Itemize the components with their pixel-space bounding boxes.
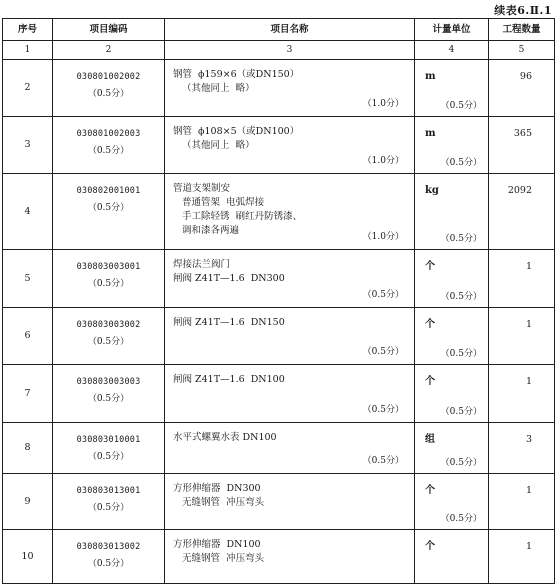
unit-cell: [415, 60, 489, 117]
item-name-line: 方形伸缩器 DN300: [173, 483, 261, 494]
name-score: （0.5分）: [362, 347, 404, 357]
header-index: 序号: [3, 19, 53, 41]
item-name-line: 方形伸缩器 DN100: [173, 539, 261, 550]
item-code: 030803010001: [76, 435, 141, 445]
unit-value: 个: [425, 541, 435, 552]
name-score: （0.5分）: [362, 405, 404, 415]
quantity-value: 365: [489, 117, 555, 174]
unit-value: 个: [425, 376, 435, 387]
table-row: [3, 308, 555, 365]
item-name-line: （其他同上 略）: [173, 140, 255, 151]
code-cell: [53, 423, 165, 474]
row-index: 6: [3, 308, 53, 365]
name-score: （1.0分）: [362, 99, 404, 109]
code-cell: [53, 117, 165, 174]
code-cell: [53, 250, 165, 308]
unit-cell: [415, 250, 489, 308]
item-name-line: 钢管 ϕ159×6（或DN150）: [173, 69, 300, 80]
column-number: 3: [165, 41, 415, 60]
unit-cell: [415, 308, 489, 365]
row-index: 8: [3, 423, 53, 474]
row-index: 7: [3, 365, 53, 423]
item-name-line: （其他同上 略）: [173, 83, 255, 94]
item-name-line: 手工除轻锈 刷红丹防锈漆、: [173, 211, 303, 222]
code-score: （0.5分）: [87, 394, 130, 404]
row-index: 4: [3, 174, 53, 250]
quantity-value: 1: [489, 530, 555, 584]
table-row: [3, 474, 555, 530]
table-row: [3, 365, 555, 423]
column-number: 5: [489, 41, 555, 60]
item-code: 030801002002: [76, 72, 141, 82]
item-code: 030803003002: [76, 320, 141, 330]
table-row: [3, 250, 555, 308]
unit-cell: [415, 117, 489, 174]
name-cell: [165, 308, 415, 365]
header-quantity: 工程数量: [489, 19, 555, 41]
unit-cell: [415, 174, 489, 250]
table-row: [3, 117, 555, 174]
name-cell: [165, 423, 415, 474]
code-score: （0.5分）: [87, 337, 130, 347]
name-cell: [165, 60, 415, 117]
name-score: （1.0分）: [362, 156, 404, 166]
table-row: [3, 423, 555, 474]
name-score: （0.5分）: [362, 290, 404, 300]
unit-score: （0.5分）: [440, 407, 482, 417]
item-name-line: 闸阀 Z41T—1.6 DN150: [173, 317, 285, 328]
item-code: 030802001001: [76, 186, 141, 196]
quantity-value: 1: [489, 474, 555, 530]
unit-cell: [415, 474, 489, 530]
quantity-value: 2092: [489, 174, 555, 250]
quantity-value: 1: [489, 365, 555, 423]
item-code: 030803013001: [76, 486, 141, 496]
unit-value: m: [425, 71, 436, 82]
table-row: [3, 530, 555, 584]
item-code: 030803013002: [76, 542, 141, 552]
quantity-value: 96: [489, 60, 555, 117]
name-score: （1.0分）: [362, 232, 404, 242]
unit-score: （0.5分）: [440, 234, 482, 244]
code-cell: [53, 60, 165, 117]
unit-score: （0.5分）: [440, 349, 482, 359]
bill-of-quantities-table: [2, 18, 555, 584]
name-score: （0.5分）: [362, 456, 404, 466]
quantity-value: 1: [489, 250, 555, 308]
unit-value: 个: [425, 319, 435, 330]
item-code: 030801002003: [76, 129, 141, 139]
code-score: （0.5分）: [87, 146, 130, 156]
unit-cell: [415, 530, 489, 584]
code-score: （0.5分）: [87, 89, 130, 99]
table-row: [3, 174, 555, 250]
item-name-line: 闸阀 Z41T—1.6 DN300: [173, 273, 285, 284]
row-index: 2: [3, 60, 53, 117]
name-cell: [165, 365, 415, 423]
name-cell: [165, 174, 415, 250]
column-number-row: [3, 41, 555, 60]
name-cell: [165, 117, 415, 174]
code-cell: [53, 174, 165, 250]
unit-score: （0.5分）: [440, 458, 482, 468]
quantity-value: 3: [489, 423, 555, 474]
unit-value: kg: [425, 185, 439, 196]
item-name-line: 水平式螺翼水表 DN100: [173, 432, 277, 443]
item-name-line: 钢管 ϕ108×5（或DN100）: [173, 126, 300, 137]
name-cell: [165, 250, 415, 308]
unit-score: （0.5分）: [440, 101, 482, 111]
row-index: 10: [3, 530, 53, 584]
unit-cell: [415, 365, 489, 423]
row-index: 9: [3, 474, 53, 530]
unit-value: m: [425, 128, 436, 139]
item-code: 030803003001: [76, 262, 141, 272]
header-row: [3, 19, 555, 41]
table-row: [3, 60, 555, 117]
unit-score: （0.5分）: [440, 514, 482, 524]
item-name-line: 普通管架 电弧焊接: [173, 197, 265, 208]
unit-score: （0.5分）: [440, 158, 482, 168]
item-code: 030803003003: [76, 377, 141, 387]
item-name-line: 焊接法兰阀门: [173, 259, 231, 270]
name-cell: [165, 474, 415, 530]
unit-value: 个: [425, 261, 435, 272]
code-score: （0.5分）: [87, 503, 130, 513]
header-unit: 计量单位: [415, 19, 489, 41]
item-name-line: 调和漆各两遍: [173, 225, 240, 236]
row-index: 3: [3, 117, 53, 174]
code-score: （0.5分）: [87, 452, 130, 462]
item-name-line: 管道支架制安: [173, 183, 231, 194]
item-name-line: 无缝钢管 冲压弯头: [173, 553, 265, 564]
column-number: 2: [53, 41, 165, 60]
item-name-line: 无缝钢管 冲压弯头: [173, 497, 265, 508]
unit-value: 个: [425, 485, 435, 496]
code-score: （0.5分）: [87, 203, 130, 213]
header-name: 项目名称: [165, 19, 415, 41]
code-score: （0.5分）: [87, 279, 130, 289]
code-score: （0.5分）: [87, 559, 130, 569]
header-code: 项目编码: [53, 19, 165, 41]
quantity-value: 1: [489, 308, 555, 365]
table-caption: 续表6.Ⅱ.1: [494, 4, 552, 17]
item-name-line: 闸阀 Z41T—1.6 DN100: [173, 374, 285, 385]
column-number: 1: [3, 41, 53, 60]
unit-score: （0.5分）: [440, 292, 482, 302]
code-cell: [53, 308, 165, 365]
code-cell: [53, 474, 165, 530]
name-cell: [165, 530, 415, 584]
code-cell: [53, 530, 165, 584]
row-index: 5: [3, 250, 53, 308]
column-number: 4: [415, 41, 489, 60]
code-cell: [53, 365, 165, 423]
unit-cell: [415, 423, 489, 474]
unit-value: 组: [425, 434, 435, 445]
